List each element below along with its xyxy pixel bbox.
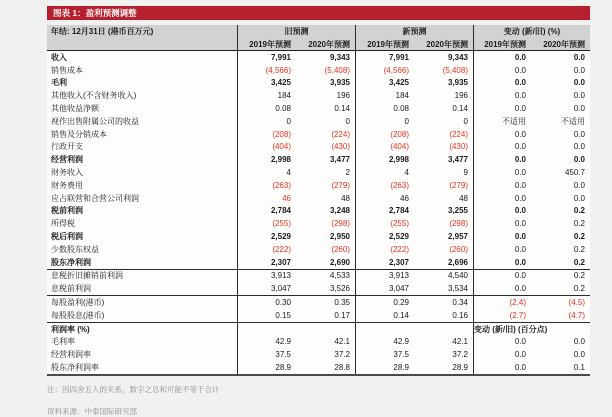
value-cell: (4.7) [568, 310, 585, 320]
row-label: 视作出售附属公司的收益 [51, 116, 139, 126]
value-cell: 42.1 [334, 337, 350, 347]
value-cell: 0.2 [573, 284, 585, 294]
value-cell: 0.0 [473, 179, 531, 192]
value-cell: (430) [449, 142, 468, 152]
value-cell: 2,784 [237, 205, 296, 218]
column-group-change: 变动 (新/旧) (%) [473, 25, 590, 38]
empty-cell [355, 323, 414, 336]
row-label: 每股盈利(港币) [51, 298, 105, 308]
value-cell: 0.0 [573, 350, 585, 360]
row-label: 毛利 [51, 78, 67, 88]
table-row [47, 230, 590, 243]
table-header [47, 25, 590, 51]
value-cell: 0.0 [473, 270, 531, 283]
table-header-row-label: 年结: 12月31日 (港币百万元) [51, 27, 154, 36]
table-row [47, 102, 590, 115]
value-cell: 42.9 [237, 336, 296, 349]
value-cell: 0.0 [573, 78, 585, 88]
footnote-rounding: 注：因四舍五入的关系，数字之总和可能不等于合计 [47, 384, 220, 394]
table-row [47, 282, 590, 295]
row-label: 经营利润 [51, 155, 83, 165]
row-label: 销售成本 [51, 65, 83, 75]
value-cell: (404) [237, 141, 296, 154]
value-cell: (4,566) [355, 64, 414, 77]
value-cell: 0.14 [355, 309, 414, 322]
value-cell: 3,913 [355, 270, 414, 283]
value-cell: 2,998 [355, 153, 414, 166]
table-body [47, 51, 590, 374]
value-cell: 9 [463, 168, 468, 178]
value-cell: 0.2 [573, 219, 585, 229]
value-cell: 2,784 [355, 205, 414, 218]
row-label: 股东净利润率 [51, 363, 99, 373]
value-cell: (260) [449, 244, 468, 254]
value-cell: 0 [355, 115, 414, 128]
footnote-source: 资料来源：中泰国际研究部 [47, 406, 137, 416]
value-cell: 42.9 [355, 336, 414, 349]
table-row [47, 89, 590, 102]
table-row [47, 179, 590, 192]
figure-title-banner [47, 6, 590, 20]
value-cell: (2.7) [473, 309, 531, 322]
table-row [47, 256, 590, 269]
value-cell: 3,047 [237, 282, 296, 295]
value-cell: 0.2 [573, 257, 585, 267]
value-cell: 0.0 [473, 348, 531, 361]
value-cell: 2,529 [237, 230, 296, 243]
value-cell: 0.0 [573, 193, 585, 203]
table-row [47, 153, 590, 166]
value-cell: 0.0 [473, 51, 531, 64]
value-cell: 0.0 [473, 256, 531, 269]
value-cell: (263) [237, 179, 296, 192]
value-cell: 42.1 [452, 337, 468, 347]
forecast-table [47, 25, 590, 376]
value-cell: (404) [355, 141, 414, 154]
value-cell: 0.0 [573, 180, 585, 190]
table-row [47, 322, 590, 336]
value-cell: (224) [331, 129, 350, 139]
value-cell: 0.0 [473, 141, 531, 154]
value-cell: 0.08 [355, 102, 414, 115]
table-row [47, 217, 590, 230]
value-cell: 0.30 [237, 296, 296, 309]
row-label: 财务收入 [51, 168, 83, 178]
row-label: 税后利润 [51, 232, 83, 242]
value-cell: 37.5 [237, 348, 296, 361]
table-row [47, 77, 590, 90]
value-cell: 2,957 [447, 232, 468, 242]
value-cell: 2,696 [447, 257, 468, 267]
value-cell: (263) [355, 179, 414, 192]
row-label: 息税折旧摊销前利润 [51, 271, 123, 281]
forecast-adjustment-figure [47, 6, 590, 417]
row-label: 利润率 (%) [51, 324, 90, 334]
table-row [47, 269, 590, 283]
value-cell: 不适用 [561, 116, 585, 126]
figure-title: 图表 1：盈利预测调整 [53, 8, 137, 18]
row-label: 财务费用 [51, 180, 83, 190]
row-label: 行政开支 [51, 142, 83, 152]
row-label: 税前利润 [51, 206, 83, 216]
table-row [47, 115, 590, 128]
value-cell: 0.14 [452, 104, 468, 114]
value-cell: 9,343 [329, 52, 350, 62]
value-cell: 48 [459, 193, 468, 203]
value-cell: 0.2 [573, 232, 585, 242]
value-cell: 0.0 [473, 64, 531, 77]
value-cell: (255) [237, 217, 296, 230]
value-cell: 3,935 [329, 78, 350, 88]
value-cell: 0.0 [573, 129, 585, 139]
row-label: 收入 [51, 52, 67, 62]
value-cell: 28.9 [355, 361, 414, 374]
value-cell: (4,566) [237, 64, 296, 77]
value-cell: 0.16 [452, 310, 468, 320]
value-cell: 184 [237, 89, 296, 102]
value-cell: 4 [355, 166, 414, 179]
value-cell: 2,307 [237, 256, 296, 269]
value-cell: 3,526 [329, 284, 350, 294]
table-row [47, 348, 590, 361]
table-row [47, 64, 590, 77]
row-label: 所得税 [51, 219, 75, 229]
value-cell: 0.17 [334, 310, 350, 320]
row-label: 其他收入(不含财务收入) [51, 91, 137, 101]
table-row [47, 309, 590, 322]
value-cell: 0.0 [473, 192, 531, 205]
value-cell: 3,913 [237, 270, 296, 283]
value-cell: 2 [345, 168, 350, 178]
value-cell: 0.34 [452, 298, 468, 308]
table-row [47, 128, 590, 141]
value-cell: (208) [237, 128, 296, 141]
value-cell: 3,425 [355, 77, 414, 90]
value-cell: 450.7 [564, 168, 585, 178]
value-cell: (430) [331, 142, 350, 152]
value-cell: (279) [449, 180, 468, 190]
row-label: 销售及分销成本 [51, 129, 107, 139]
value-cell: (260) [331, 244, 350, 254]
value-cell: 4,540 [447, 271, 468, 281]
column-group-new-forecast: 新预测 [355, 25, 473, 38]
value-cell: 196 [336, 91, 350, 101]
value-cell: 0.2 [573, 206, 585, 216]
value-cell: 0.0 [573, 142, 585, 152]
value-cell: 2,529 [355, 230, 414, 243]
value-cell: (255) [355, 217, 414, 230]
value-cell: 0.0 [473, 77, 531, 90]
value-cell: 3,425 [237, 77, 296, 90]
value-cell: (5,408) [324, 65, 350, 75]
value-cell: (208) [355, 128, 414, 141]
value-cell: 0 [345, 116, 350, 126]
value-cell: 28.8 [334, 363, 350, 373]
table-row [47, 166, 590, 179]
table-row [47, 336, 590, 349]
value-cell: 0.0 [573, 155, 585, 165]
value-cell: 4 [237, 166, 296, 179]
value-cell: 3,255 [447, 206, 468, 216]
value-cell: 0.0 [473, 217, 531, 230]
value-cell: 0.0 [473, 153, 531, 166]
row-label: 经营利润率 [51, 350, 91, 360]
value-cell: 3,047 [355, 282, 414, 295]
value-cell: (298) [449, 219, 468, 229]
table-row [47, 295, 590, 309]
value-cell: 0.0 [573, 52, 585, 62]
value-cell: 2,998 [237, 153, 296, 166]
value-cell: (298) [331, 219, 350, 229]
value-cell: 0.1 [573, 363, 585, 373]
value-cell: 46 [355, 192, 414, 205]
row-label: 毛利率 [51, 337, 75, 347]
column-group-old-forecast: 旧预测 [237, 25, 355, 38]
value-cell: 37.2 [452, 350, 468, 360]
table-header-subcols-row [47, 38, 590, 50]
row-label: 少数股东权益 [51, 244, 99, 254]
table-row [47, 51, 590, 64]
value-cell: (222) [355, 243, 414, 256]
value-cell: 3,477 [447, 155, 468, 165]
value-cell: 0.2 [573, 244, 585, 254]
value-cell: 0.0 [473, 282, 531, 295]
value-cell: 0.0 [573, 65, 585, 75]
value-cell: (5,408) [442, 65, 468, 75]
value-cell: 4,533 [329, 271, 350, 281]
value-cell: 0 [463, 116, 468, 126]
value-cell: (279) [331, 180, 350, 190]
value-cell: 46 [237, 192, 296, 205]
value-cell: 0.15 [237, 309, 296, 322]
value-cell: 2,690 [329, 257, 350, 267]
value-cell: 3,248 [329, 206, 350, 216]
value-cell: 不适用 [473, 115, 531, 128]
row-label: 每股股息(港币) [51, 310, 105, 320]
subcolumn-header: 2020年预测 [426, 39, 468, 49]
value-cell: 0.0 [573, 104, 585, 114]
value-cell: 0.29 [355, 296, 414, 309]
value-cell: 3,935 [447, 78, 468, 88]
value-cell: 0.35 [334, 298, 350, 308]
value-cell: 7,991 [237, 51, 296, 64]
value-cell: 196 [454, 91, 468, 101]
value-cell: 28.9 [237, 361, 296, 374]
row-label: 息税前利润 [51, 284, 91, 294]
value-cell: 0.0 [473, 336, 531, 349]
subcolumn-header: 2020年预测 [308, 39, 350, 49]
value-cell: 0.0 [473, 361, 531, 374]
value-cell: 0.14 [334, 104, 350, 114]
table-row [47, 141, 590, 154]
value-cell: 28.9 [452, 363, 468, 373]
value-cell: 0.0 [473, 205, 531, 218]
table-row [47, 192, 590, 205]
row-label: 股东净利润 [51, 257, 91, 267]
value-cell: 9,343 [447, 52, 468, 62]
value-cell: 37.2 [334, 350, 350, 360]
value-cell: 184 [355, 89, 414, 102]
value-cell: 0.0 [473, 128, 531, 141]
subcolumn-header: 2019年预测 [473, 38, 531, 50]
value-cell: 0.0 [573, 91, 585, 101]
subcolumn-header: 2020年预测 [543, 39, 585, 49]
value-cell: 0.0 [573, 337, 585, 347]
value-cell: 7,991 [355, 51, 414, 64]
value-cell: 0.0 [473, 102, 531, 115]
row-label: 其他收益净额 [51, 104, 99, 114]
value-cell: (224) [449, 129, 468, 139]
change-unit-note: 变动 (新/旧) (百分点) [473, 323, 590, 336]
value-cell: 3,477 [329, 155, 350, 165]
table-row [47, 243, 590, 256]
table-row [47, 205, 590, 218]
value-cell: 0 [237, 115, 296, 128]
value-cell: 0.08 [237, 102, 296, 115]
value-cell: 48 [341, 193, 350, 203]
value-cell: 2,950 [329, 232, 350, 242]
value-cell: 0.0 [473, 166, 531, 179]
value-cell: 0.0 [473, 243, 531, 256]
value-cell: 0.2 [573, 271, 585, 281]
value-cell: 0.0 [473, 89, 531, 102]
value-cell: (222) [237, 243, 296, 256]
value-cell: (2.4) [473, 296, 531, 309]
table-row [47, 361, 590, 374]
value-cell: 3,534 [447, 284, 468, 294]
value-cell: (4.5) [568, 298, 585, 308]
value-cell: 0.0 [473, 230, 531, 243]
subcolumn-header: 2019年预测 [355, 38, 414, 50]
row-label: 应占联营和合营公司利润 [51, 193, 139, 203]
value-cell: 2,307 [355, 256, 414, 269]
value-cell: 37.5 [355, 348, 414, 361]
subcolumn-header: 2019年预测 [237, 38, 296, 50]
table-header-groups-row [47, 25, 590, 38]
empty-cell [237, 323, 296, 336]
